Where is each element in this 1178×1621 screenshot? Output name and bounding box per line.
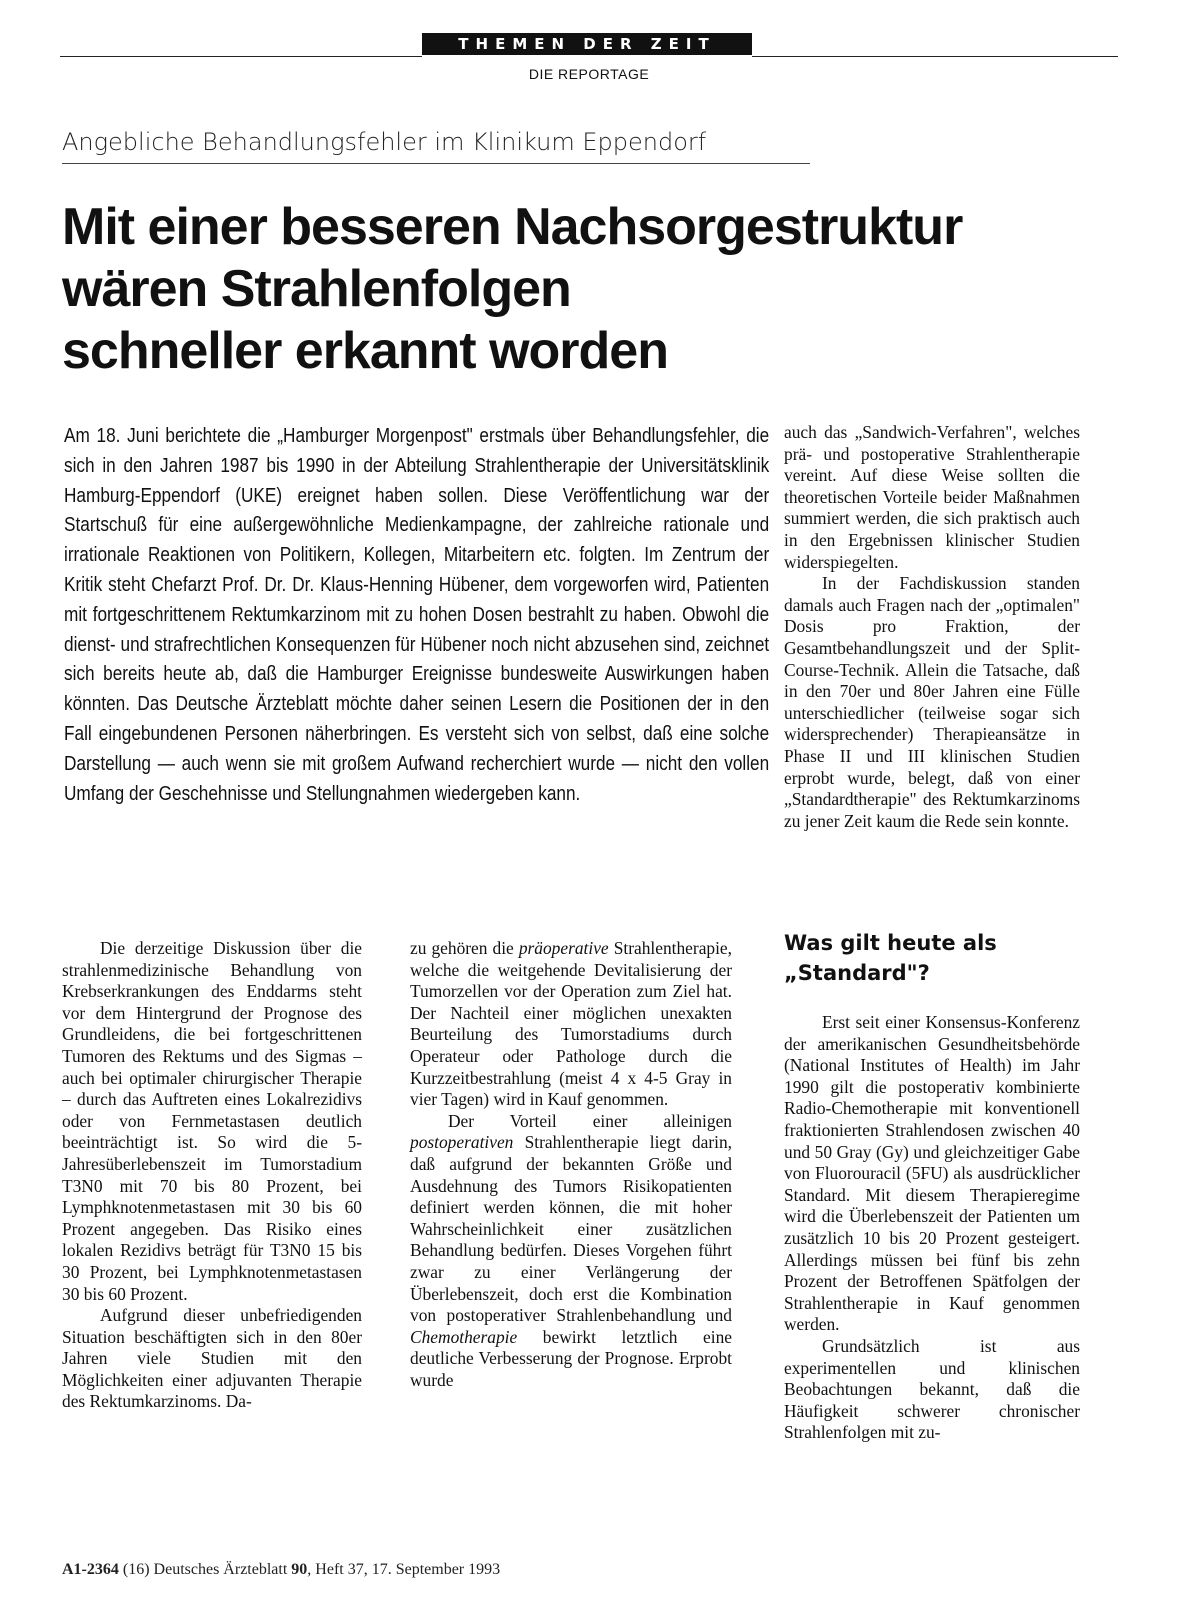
journal-name: Deutsches Ärzteblatt — [153, 1561, 288, 1578]
col1-paragraph-2: Aufgrund dieser unbefriedigenden Situation beschäftigten sich in den 80er Jahren viele Studien mit den Möglichkeiten einer adjuvanten Therapie des Rektumkarzinoms. Da- — [62, 1305, 362, 1412]
headline-line-1: Mit einer besseren Nachsorgestruktur — [62, 198, 963, 256]
sub-rubric: DIE REPORTAGE — [528, 66, 650, 82]
header-rule-right — [752, 56, 1118, 57]
headline-line-2: wären Strahlenfolgen — [62, 260, 571, 318]
body-column-3 — [784, 928, 1080, 1444]
section-heading: Was gilt heute als „Standard"? — [784, 931, 997, 985]
header-rule-left — [60, 56, 422, 57]
right-top-column — [784, 422, 1080, 832]
col3-paragraph-1: Erst seit einer Konsensus-Konferenz der amerikanischen Gesundheitsbehörde (National Institutes of Health) im Jahr 1990 gilt die postoperativ kombinierte Radio-Chemotherapie mit konventionell fraktionierten Strahlendosen zwischen 40 und 50 Gray (Gy) und gleichzeitiger Gabe von Fluorouracil (5FU) als ausdrücklicher Standard. Mit diesem Therapieregime wird die Überlebenszeit der Patienten um zusätzlich 10 bis 20 Prozent gesteigert. Allerdings müssen bei fünf bis zehn Prozent der Betroffenen Spätfolgen der Strahlentherapie in Kauf genommen werden. — [784, 1012, 1080, 1335]
article-kicker: Angebliche Behandlungsfehler im Klinikum Eppendorf — [62, 128, 707, 156]
page-code: A1-2364 — [62, 1561, 119, 1578]
issue-date: , Heft 37, 17. September 1993 — [307, 1561, 501, 1578]
article-intro: Am 18. Juni berichtete die „Hamburger Morgenpost" erstmals über Behandlungsfehler, die sich in den Jahren 1987 bis 1990 in der Abteilung Strahlentherapie der Universitätsklinik Hamburg-Eppendorf (UKE) ereignet haben sollen. Diese Veröffentlichung war der Startschuß für eine außergewöhnliche Medienkampagne, der zahlreiche rationale und irrationale Reaktionen von Politikern, Kollegen, Mitarbeitern etc. folgten. Im Zentrum der Kritik steht Chefarzt Prof. Dr. Dr. Klaus-Henning Hübener, dem vorgeworfen wird, Patienten mit fortgeschrittenem Rektumkarzinom mit zu hohen Dosen bestrahlt zu haben. Obwohl die dienst- und strafrechtlichen Konsequenzen für Hübener noch nicht abzusehen sind, zeichnet sich bereits heute ab, daß die Hamburger Ereignisse bundesweite Auswirkungen haben könnten. Das Deutsche Ärzteblatt möchte daher seinen Lesern die Positionen der in den Fall eingebundenen Personen näherbringen. Es versteht sich von selbst, daß eine solche Darstellung — auch wenn sie mit großem Aufwand recherchiert wurde — nicht den vollen Umfang der Geschehnisse und Stellungnahmen wiedergeben kann. — [64, 425, 770, 805]
col2-paragraph-2: Der Vorteil einer alleinigen postoperativen Strahlentherapie liegt darin, daß aufgrund der bekannten Größe und Ausdehnung des Tumors Risikopatienten definiert werden können, die mit hoher Wahrscheinlichkeit einer zusätzlichen Behandlung bedürfen. Dieses Vorgehen führt zwar zu einer Verlängerung der Überlebenszeit, doch erst die Kombination von postoperativer Strahlenbehandlung und Chemotherapie bewirkt letztlich eine deutliche Verbesserung der Prognose. Erprobt wurde — [410, 1110, 732, 1390]
col3-paragraph-2: Grundsätzlich ist aus experimentellen und klinischen Beobachtungen bekannt, daß die Häufigkeit schwerer chronischer Strahlenfolgen mit zu- — [784, 1335, 1080, 1443]
right-top-paragraph-2: In der Fachdiskussion standen damals auch Fragen nach der „optimalen" Dosis pro Fraktion, der Gesamtbehandlungszeit und der Split-Course-Technik. Allein die Tatsache, daß in den 70er und 80er Jahren eine Fülle unterschiedlicher (teilweise sogar sich widersprechender) Therapieansätze in Phase II und III klinischen Studien erprobt wurde, belegt, daß von einer „Standardtherapie" des Rektumkarzinoms zu jener Zeit kaum die Rede sein konnte. — [784, 573, 1080, 831]
page-number: (16) — [122, 1561, 150, 1578]
col2-paragraph-1: zu gehören die präoperative Strahlentherapie, welche die weitgehende Devitalisierung der Tumorzellen vor der Operation zum Ziel hat. Der Nachteil einer möglichen unexakten Beurteilung des Tumorstadiums durch Operateur oder Pathologe durch die Kurzzeitbestrahlung (meist 4 x 4-5 Gray in vier Tagen) wird in Kauf genommen. — [410, 938, 733, 1110]
headline-line-3: schneller erkannt worden — [62, 322, 668, 380]
article-headline — [62, 196, 1122, 382]
journal-volume: 90 — [291, 1561, 308, 1578]
body-column-1 — [62, 938, 362, 1413]
page-footer — [62, 1561, 500, 1579]
col1-paragraph-1: Die derzeitige Diskussion über die strahlenmedizinische Behandlung von Krebserkrankungen des Enddarms steht vor dem Hintergrund der Prognose des Grundleidens, die bei fortgeschrittenen Tumoren des Rektums und des Sigmas – auch bei optimaler chirurgischer Therapie – durch das Auftreten eines Lokalrezidivs oder von Fernmetastasen deutlich beeinträchtigt ist. So wird die 5-Jahresüberlebenszeit im Tumorstadium T3N0 mit 70 bis 80 Prozent, bei Lymphknotenmetastasen mit 30 bis 60 Prozent angegeben. Das Risiko eines lokalen Rezidivs beträgt für T3N0 15 bis 30 Prozent, bei Lymphknotenmetastasen 30 bis 60 Prozent. — [62, 938, 362, 1304]
right-top-paragraph-1: auch das „Sandwich-Verfahren", welches prä- und postoperative Strahlentherapie vereint. Auf diese Weise sollten die theoretischen Vorteile beider Maßnahmen summiert werden, die sich praktisch auch in den Ergebnissen klinischer Studien widerspiegelten. — [784, 422, 1080, 572]
section-rubric: THEMEN DER ZEIT — [422, 33, 752, 55]
body-column-2 — [410, 938, 732, 1391]
kicker-underline — [62, 163, 810, 164]
